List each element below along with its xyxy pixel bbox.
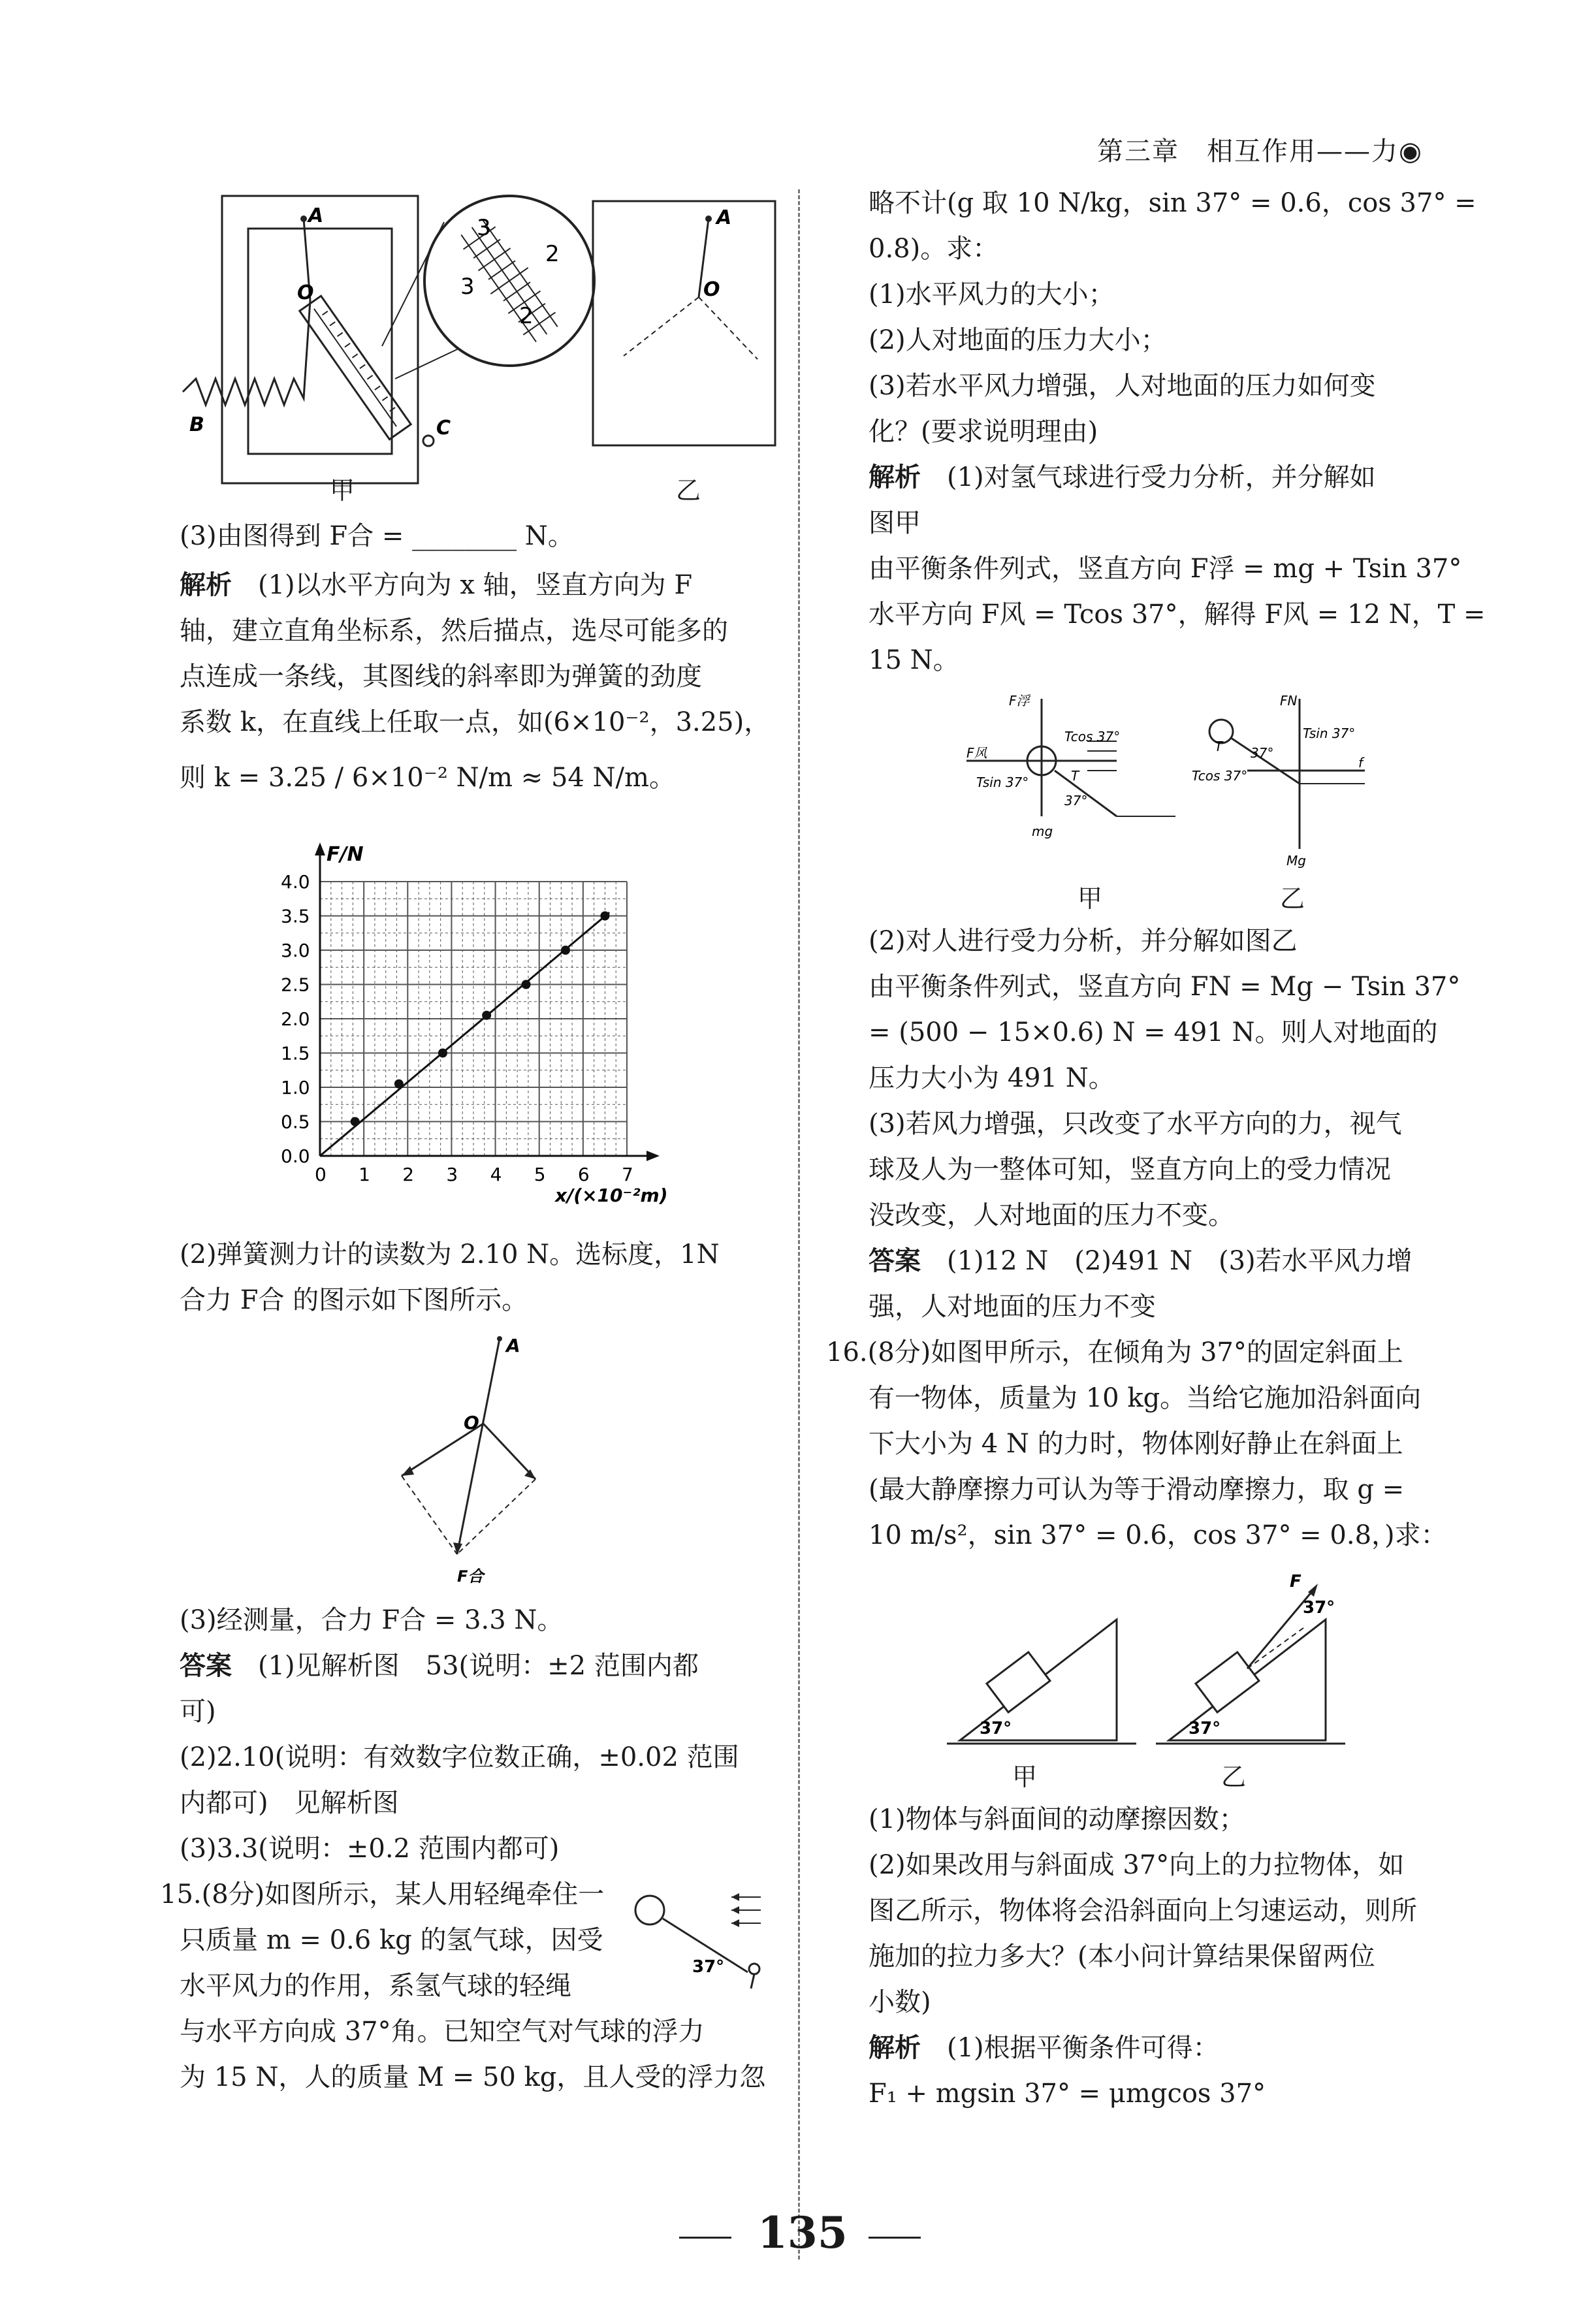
force-label: F bbox=[1290, 1574, 1301, 1591]
text-line: (3)若风力增强，只改变了水平方向的力，视气 bbox=[869, 1109, 1402, 1139]
text-line: 化？(要求说明理由) bbox=[869, 417, 1098, 447]
svg-text:Tsin 37°: Tsin 37° bbox=[976, 775, 1029, 790]
y-axis-arrow bbox=[315, 842, 325, 855]
data-point bbox=[394, 1079, 404, 1089]
figure-label: 乙 bbox=[676, 476, 701, 505]
svg-text:mg: mg bbox=[1032, 823, 1053, 839]
figure-label: 乙 bbox=[1280, 884, 1305, 913]
text-line: 0.8)。求： bbox=[869, 234, 999, 264]
text-line: 水平方向 F风 = Tcos 37°，解得 F风 = 12 N，T = bbox=[869, 599, 1486, 630]
text-line: 施加的拉力多大？(本小问计算结果保留两位 bbox=[869, 1941, 1375, 1972]
text-line: 下大小为 4 N 的力时，物体刚好静止在斜面上 bbox=[869, 1429, 1403, 1459]
x-axis-label: x/(×10⁻²m) bbox=[555, 1185, 668, 1206]
scale-digit: 2 bbox=[545, 241, 560, 267]
data-point bbox=[600, 912, 609, 921]
svg-text:Tcos 37°: Tcos 37° bbox=[1192, 768, 1248, 784]
point-label: O bbox=[464, 1412, 479, 1433]
text-line: (3)由图得到 F合 = ________ N。 bbox=[180, 521, 574, 551]
point-label: A bbox=[308, 204, 324, 227]
text-line: 图乙所示，物体将会沿斜面向上匀速运动，则所 bbox=[869, 1896, 1417, 1926]
figure-label: 甲 bbox=[1077, 884, 1103, 913]
text-line: (3)3.3(说明：±0.2 范围内都可) bbox=[180, 1834, 560, 1864]
text-line: 点连成一条线，其图线的斜率即为弹簧的劲度 bbox=[180, 662, 702, 692]
y-tick-label: 4.0 bbox=[281, 871, 310, 893]
text-line: (最大静摩擦力可认为等于滑动摩擦力，取 g = bbox=[869, 1475, 1405, 1505]
text-line: 解析 (1)根据平衡条件可得： bbox=[869, 2033, 1219, 2063]
text-line: (2)对人进行受力分析，并分解如图乙 bbox=[869, 926, 1298, 956]
x-tick-label: 6 bbox=[577, 1164, 590, 1185]
y-tick-label: 3.0 bbox=[281, 940, 310, 961]
direction-figure bbox=[591, 199, 777, 447]
text-line: (3)经测量，合力 F合 = 3.3 N。 bbox=[180, 1605, 564, 1635]
svg-text:F浮: F浮 bbox=[1009, 693, 1030, 709]
point-label: A bbox=[506, 1335, 520, 1356]
section-label: 答案 bbox=[180, 1651, 232, 1681]
svg-text:F风: F风 bbox=[966, 745, 987, 761]
text-line: (2)弹簧测力计的读数为 2.10 N。选标度，1N bbox=[180, 1239, 720, 1270]
text-line: (2)如果改用与斜面成 37°向上的力拉物体，如 bbox=[869, 1850, 1405, 1880]
x-tick-label: 5 bbox=[534, 1164, 546, 1185]
section-label: 答案 bbox=[869, 1246, 921, 1276]
balloon-force-diagrams bbox=[947, 686, 1469, 869]
text-line: 15 N。 bbox=[869, 645, 959, 675]
point-label: O bbox=[703, 278, 720, 301]
x-tick-label: 7 bbox=[622, 1164, 633, 1185]
text-line: 水平风力的作用，系氢气球的轻绳 bbox=[180, 1971, 571, 2001]
text-line: 16.(8分)如图甲所示，在倾角为 37°的固定斜面上 bbox=[826, 1337, 1403, 1367]
y-axis-label: F/N bbox=[327, 843, 364, 866]
text-line: 系数 k，在直线上任取一点，如(6×10⁻²，3.25)， bbox=[180, 707, 771, 737]
text-line: (3)若水平风力增强，人对地面的压力如何变 bbox=[869, 371, 1376, 401]
text-line: 没改变，人对地面的压力不变。 bbox=[869, 1200, 1234, 1230]
text-line: 为 15 N，人的质量 M = 50 kg，且人受的浮力忽 bbox=[180, 2062, 766, 2092]
x-axis-arrow bbox=[646, 1151, 660, 1161]
column-divider bbox=[798, 189, 800, 2260]
text-line: (1)物体与斜面间的动摩擦因数； bbox=[869, 1804, 1245, 1834]
point-label: C bbox=[436, 417, 451, 439]
data-point bbox=[482, 1011, 491, 1020]
force-diagram bbox=[385, 1332, 594, 1593]
scale-digit: 2 bbox=[519, 303, 534, 329]
svg-text:FN: FN bbox=[1280, 693, 1298, 709]
angle-label: 37° bbox=[692, 1957, 725, 1977]
section-label: 解析 bbox=[869, 2033, 921, 2063]
text-line: 解析 (1)对氢气球进行受力分析，并分解如 bbox=[869, 462, 1376, 492]
data-point bbox=[351, 1117, 360, 1126]
text-line: 15.(8分)如图所示，某人用轻绳牵住一 bbox=[160, 1879, 605, 1909]
y-tick-label: 0.0 bbox=[281, 1145, 310, 1167]
figure-label: 甲 bbox=[330, 476, 355, 505]
svg-text:f: f bbox=[1358, 755, 1364, 771]
text-line: 只质量 m = 0.6 kg 的氢气球，因受 bbox=[180, 1925, 603, 1955]
text-line: (1)水平风力的大小； bbox=[869, 280, 1115, 310]
text-line: 解析 (1)以水平方向为 x 轴，竖直方向为 F bbox=[180, 570, 693, 600]
x-tick-label: 0 bbox=[315, 1164, 327, 1185]
text-line: 内都可) 见解析图 bbox=[180, 1788, 399, 1818]
text-line: F₁ + mgsin 37° = μmgcos 37° bbox=[869, 2079, 1266, 2109]
y-tick-label: 0.5 bbox=[281, 1111, 310, 1133]
text-line: (2)人对地面的压力大小； bbox=[869, 325, 1167, 355]
text-line: 答案 (1)12 N (2)491 N (3)若水平风力增 bbox=[869, 1246, 1412, 1276]
footer-dash bbox=[679, 2237, 731, 2239]
text-line: 略不计(g 取 10 N/kg，sin 37° = 0.6，cos 37° = bbox=[869, 188, 1476, 218]
x-tick-label: 3 bbox=[446, 1164, 458, 1185]
text-line: 有一物体，质量为 10 kg。当给它施加沿斜面向 bbox=[869, 1383, 1422, 1413]
angle-label: 37° bbox=[1189, 1719, 1221, 1738]
data-point bbox=[522, 980, 531, 989]
svg-text:Mg: Mg bbox=[1286, 853, 1306, 869]
text-line: 小数) bbox=[869, 1987, 931, 2017]
angle-label: 37° bbox=[1303, 1598, 1335, 1618]
data-point bbox=[438, 1049, 447, 1058]
svg-text:Tcos 37°: Tcos 37° bbox=[1064, 729, 1121, 744]
section-label: 解析 bbox=[180, 570, 232, 600]
y-tick-label: 2.5 bbox=[281, 974, 310, 996]
figure-label: 甲 bbox=[1012, 1763, 1038, 1791]
point-label: B bbox=[189, 413, 204, 436]
text-line: 由平衡条件列式，竖直方向 FN = Mg − Tsin 37° bbox=[869, 972, 1461, 1002]
scale-digit: 3 bbox=[477, 215, 491, 241]
text-line: 可) bbox=[180, 1697, 216, 1727]
chapter-header: 第三章 相互作用——力◉ bbox=[1097, 136, 1423, 167]
text-line: 10 m/s²，sin 37° = 0.6，cos 37° = 0.8，)求： bbox=[869, 1520, 1447, 1550]
svg-text:T: T bbox=[1215, 739, 1223, 754]
point-label: F合 bbox=[457, 1567, 484, 1586]
text-line: 与水平方向成 37°角。已知空气对气球的浮力 bbox=[180, 2017, 705, 2047]
text-line: 轴，建立直角坐标系，然后描点，选尽可能多的 bbox=[180, 616, 728, 646]
figure-label: 乙 bbox=[1221, 1763, 1247, 1791]
svg-text:T: T bbox=[1071, 768, 1079, 784]
balloon-figure bbox=[630, 1881, 790, 1992]
section-label: 解析 bbox=[869, 462, 921, 492]
point-label: O bbox=[297, 281, 314, 304]
footer-dash bbox=[869, 2237, 921, 2239]
svg-text:37°: 37° bbox=[1251, 745, 1274, 761]
svg-text:37°: 37° bbox=[1064, 793, 1088, 808]
y-tick-label: 1.5 bbox=[281, 1042, 310, 1064]
text-line: (2)2.10(说明：有效数字位数正确，±0.02 范围 bbox=[180, 1742, 739, 1772]
text-line: 图甲 bbox=[869, 508, 921, 538]
spring-chart bbox=[248, 836, 705, 1208]
point-label: A bbox=[716, 206, 732, 229]
y-tick-label: 1.0 bbox=[281, 1077, 310, 1098]
x-tick-label: 2 bbox=[402, 1164, 415, 1185]
text-line: 由平衡条件列式，竖直方向 F浮 = mg + Tsin 37° bbox=[869, 554, 1462, 584]
text-line: 合力 F合 的图示如下图所示。 bbox=[180, 1285, 528, 1315]
scale-digit: 3 bbox=[460, 274, 475, 300]
angle-label: 37° bbox=[980, 1719, 1012, 1738]
svg-text:Tsin 37°: Tsin 37° bbox=[1303, 726, 1356, 741]
text-line: 强，人对地面的压力不变 bbox=[869, 1292, 1156, 1322]
y-tick-label: 2.0 bbox=[281, 1008, 310, 1030]
text-line: 球及人为一整体可知，竖直方向上的受力情况 bbox=[869, 1155, 1391, 1185]
x-tick-label: 4 bbox=[490, 1164, 502, 1185]
text-line: 答案 (1)见解析图 53(说明：±2 范围内都 bbox=[180, 1651, 699, 1681]
text-line: 则 k = 3.25 / 6×10⁻² N/m ≈ 54 N/m。 bbox=[180, 763, 675, 793]
text-line: 压力大小为 491 N。 bbox=[869, 1063, 1115, 1093]
page-number: 135 bbox=[758, 2207, 848, 2258]
text-line: = (500 − 15×0.6) N = 491 N。则人对地面的 bbox=[869, 1017, 1438, 1047]
data-point bbox=[561, 946, 570, 955]
incline-figures bbox=[940, 1574, 1489, 1770]
y-tick-label: 3.5 bbox=[281, 905, 310, 927]
x-tick-label: 1 bbox=[359, 1164, 370, 1185]
